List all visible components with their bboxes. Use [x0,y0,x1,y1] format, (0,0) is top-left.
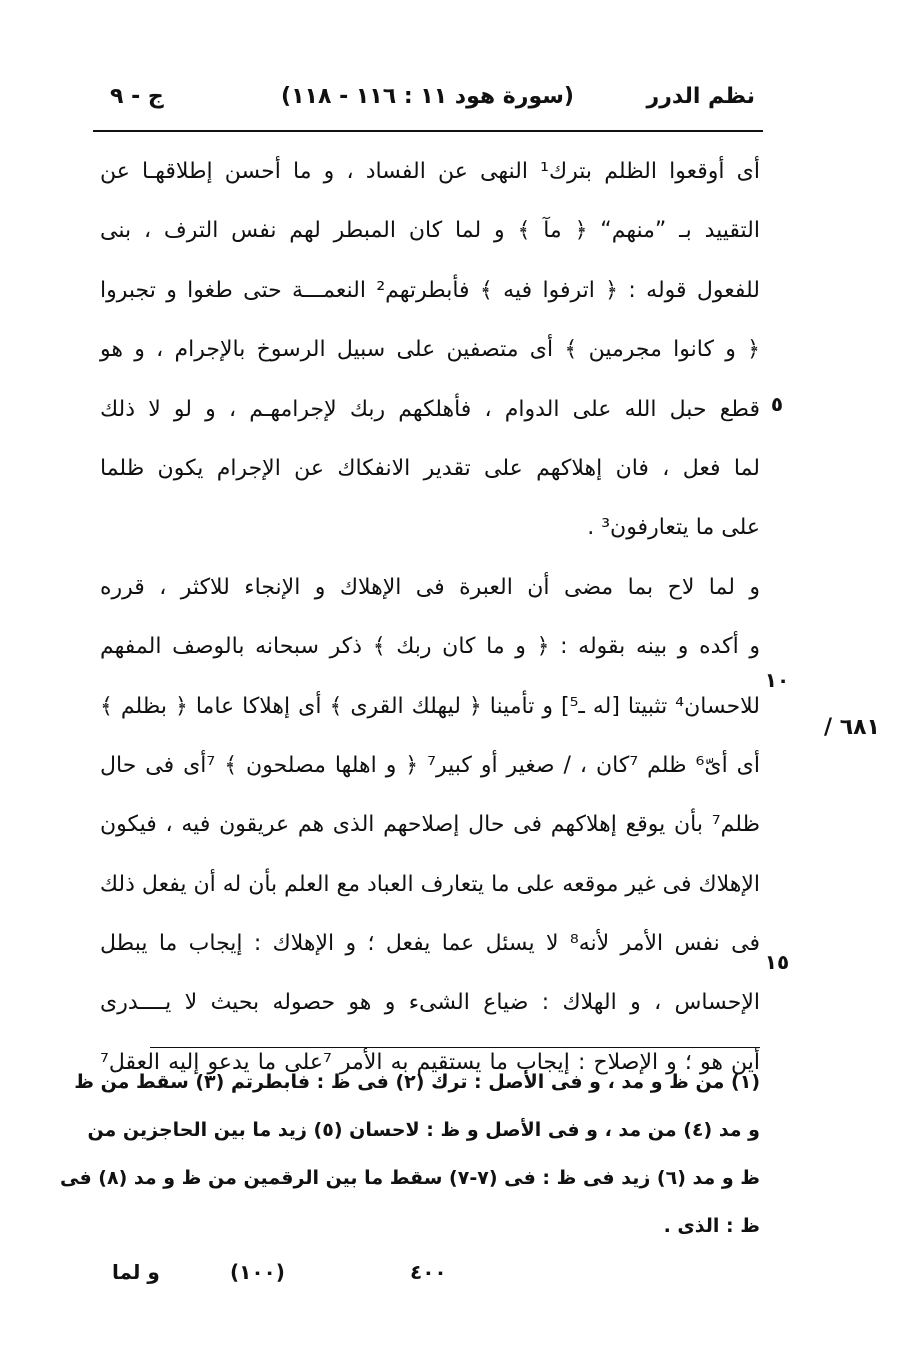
text-line: التقييد بـ ”منهم“ ﴿ مآ ﴾ و لما كان المبطر لهم نفس الترف ، بنى [100,218,760,244]
text-line: الإحساس ، و الهلاك : ضياع الشىء و هو حصوله بحيث لا يــــدرى [100,990,760,1016]
line-number-10: ١٠ [764,668,790,692]
page-number: ٤٠٠ [410,1260,447,1284]
text-line: فى نفس الأمر لأنه⁸ لا يسئل عما يفعل ؛ و الإهلاك : إيجاب ما يبطل [100,931,760,957]
footnote-line: ظ : الذى . [663,1215,760,1237]
catchword: و لما [112,1260,160,1284]
main-text [100,144,760,1094]
paren-number: (١٠٠) [230,1260,285,1284]
text-line: أى أوقعوا الظلم بترك¹ النهى عن الفساد ، و ما أحسن إطلاقهـا عن [100,159,760,184]
book-title: نظم الدرر [646,84,755,109]
text-line: الإهلاك فى غير موقعه على ما يتعارف العباد مع العلم بأن له أن يفعل ذلك [99,871,760,897]
text-line: على ما يتعارفون³ . [587,515,760,541]
text-line: للاحسان⁴ تثبيتا [له ـ⁵] و تأمينا ﴿ ليهلك القرى ﴾ أى إهلاكا عاما ﴿ بظلم ﴾ [100,693,761,719]
page-header [95,78,760,118]
text-line: و لما لاح بما مضى أن العبرة فى الإهلاك و الإنجاء للاكثر ، قرره [100,574,760,600]
line-number-15: ١٥ [764,950,790,974]
text-line: و أكده و بينه بقوله : ﴿ و ما كان ربك ﴾ ذكر سبحانه بالوصف المفهم [100,634,760,660]
margin-page-note: ٦٨١ / [824,715,880,740]
footnote-rule [150,1047,760,1048]
volume-label: ج - ٩ [110,84,164,109]
page-footer [100,1260,760,1296]
text-line: أين هو ؛ و الإصلاح : إيجاب ما يستقيم به الأمر ⁷على ما يدعو إليه العقل⁷ [100,1049,760,1075]
footnotes [59,1060,760,1252]
text-line: قطع حبل الله على الدوام ، فأهلكهم ربك لإجرامهـم ، و لو لا ذلك [100,396,760,422]
text-line: ﴿ و كانوا مجرمين ﴾ أى متصفين على سبيل الرسوخ بالإجرام ، و هو [100,337,760,363]
footnote-line: و مد (٤) من مد ، و فى الأصل و ظ : لاحسان (٥) زيد ما بين الحاجزين من [87,1119,760,1141]
text-line: لما فعل ، فان إهلاكهم على تقدير الانفكاك عن الإجرام يكون ظلما [100,455,760,481]
footnote-line: ظ و مد (٦) زيد فى ظ : فى (٧-٧) سقط ما بين الرقمين من ظ و مد (٨) فى [59,1167,760,1189]
surah-reference: (سورة هود ١١ : ١١٦ - ١١٨) [281,84,574,109]
text-line: أى أىّ⁶ ظلم ⁷كان ، / صغير أو كبير⁷ ﴿ و اهلها مصلحون ﴾ ⁷أى فى حال [100,752,761,778]
text-line: ظلم⁷ بأن يوقع إهلاكهم فى حال إصلاحهم الذى هم عريقون فيه ، فيكون [100,812,760,838]
header-rule [93,130,763,132]
line-number-5: ٥ [770,392,784,416]
text-line: للفعول قوله : ﴿ اترفوا فيه ﴾ فأبطرتهم² النعمـــة حتى طغوا و تجبروا [100,277,760,303]
footnote-line: (١) من ظ و مد ، و فى الأصل : ترك (٢) فى ظ : فابطرتم (٣) سقط من ظ [74,1071,760,1093]
